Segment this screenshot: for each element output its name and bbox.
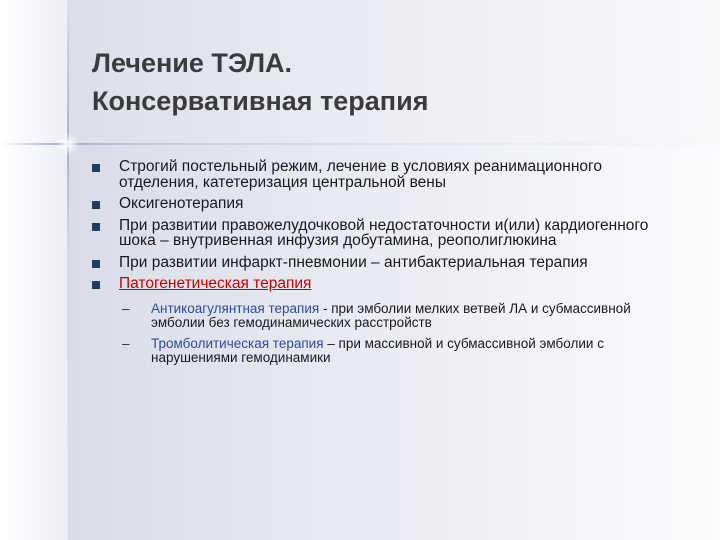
bullet-item-pathogenetic-therapy	[92, 276, 682, 292]
slide-title	[92, 44, 428, 120]
bullet-text: Оксигенотерапия	[119, 195, 244, 212]
bullet-list	[92, 159, 682, 372]
sub-item-text: - при эмболии мелких ветвей ЛА и субмассивной эмболии без гемодинамических расстройств	[151, 300, 631, 330]
bullet-text: При развитии правожелудочковой недостаточности и(или) кардиогенного шока – внутривенная инфузия добутамина, реополиглюкина	[119, 216, 649, 249]
dash-marker: –	[122, 300, 130, 316]
bullet-item-infarct-pneumonia	[92, 255, 682, 271]
sub-item-thrombolytic	[122, 337, 682, 365]
bullet-text: Строгий постельный режим, лечение в условиях реанимационного отделения, катетеризация центральной вены	[119, 158, 602, 191]
square-bullet-icon	[92, 201, 100, 209]
bullet-item-bed-rest	[92, 159, 682, 190]
vertical-divider-line	[67, 0, 69, 540]
bullet-item-oxygen-therapy	[92, 196, 682, 212]
horizontal-divider-line	[0, 143, 720, 145]
bullet-item-right-ventricular-failure	[92, 218, 682, 249]
anticoagulant-therapy-label: Антикоагулянтная терапия	[151, 300, 320, 316]
pathogenetic-therapy-link[interactable]: Патогенетическая терапия	[119, 275, 312, 292]
slide-title-line-1: Лечение ТЭЛА.	[92, 48, 293, 78]
slide-title-line-2: Консервативная терапия	[92, 86, 429, 116]
sub-bullet-list	[92, 302, 682, 365]
thrombolytic-therapy-label: Тромболитическая терапия	[151, 335, 324, 351]
left-margin-band	[0, 0, 68, 540]
square-bullet-icon	[92, 281, 100, 289]
sub-item-anticoagulant	[122, 302, 682, 330]
crosshair-glow-decoration	[56, 132, 80, 156]
square-bullet-icon	[92, 164, 100, 172]
sub-item-text: – при массивной и субмассивной эмболии с нарушениями гемодинамики	[151, 335, 604, 365]
dash-marker: –	[122, 335, 130, 351]
square-bullet-icon	[92, 223, 100, 231]
bullet-text: При развитии инфаркт-пневмонии – антибактериальная терапия	[119, 253, 588, 271]
square-bullet-icon	[92, 260, 100, 268]
